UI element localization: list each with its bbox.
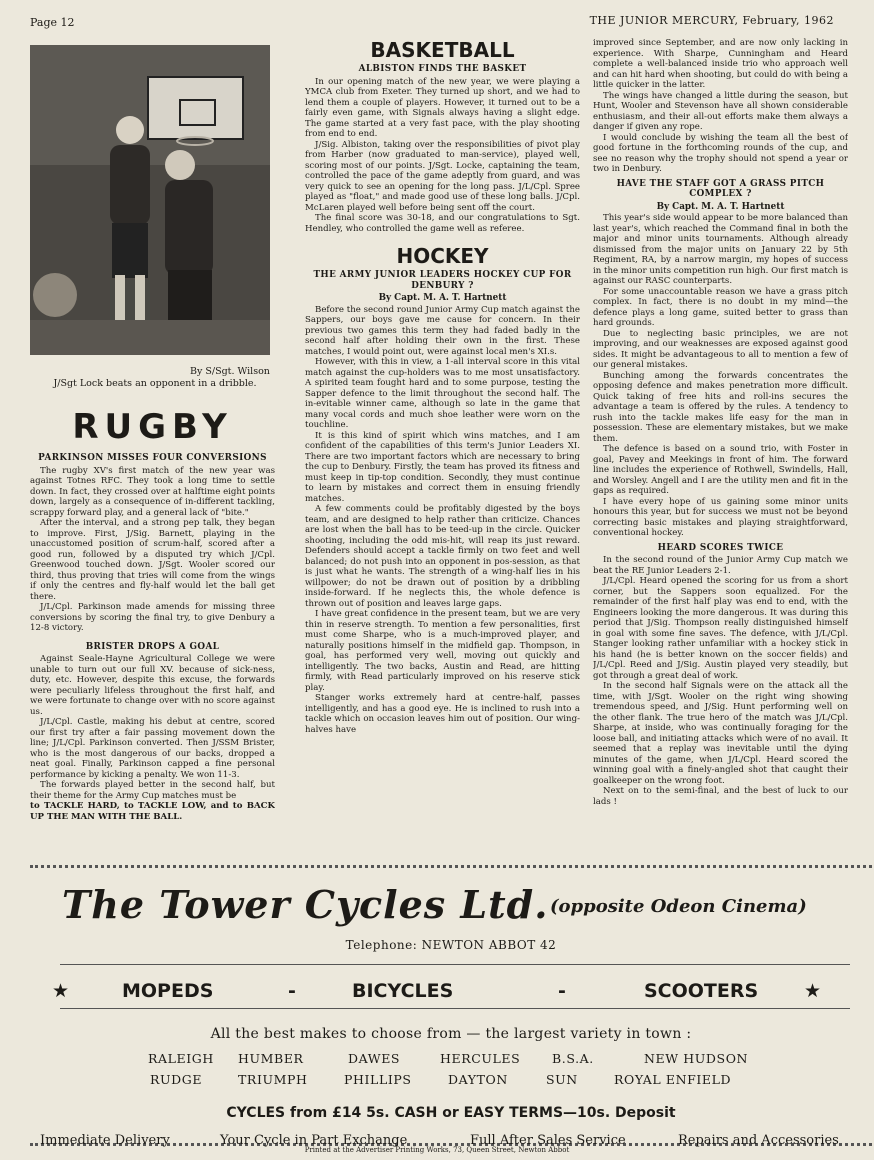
right-column [593,38,848,860]
paragraph: It is this kind of spirit which wins matches, and I am confident of the capabilities of this term's Junior Leaders XI. There are two important factors which are necessary to bring the cup to Denbury. Firstly, the team has proved its fitness and must keep in tip-top condition. Secondly, they must continue to learn by mistakes and correct them in ensuing friendly matches. [305,430,580,504]
ad-subtitle: (opposite Odeon Cinema) [550,896,807,917]
dash: - [288,980,296,1002]
service-item: Immediate Delivery [40,1133,170,1148]
paragraph: In the second half Signals were on the attack all the time, with J/Sgt. Wooler on the right wing showing tremendous speed, and J/Sig. Hunt performing well on the other flank. The true hero of the match was J/L/Cpl. Sharpe, at inside, who was continually foraging for the loose ball, and initiating attacks which were of no avail. It seemed that a replay was inevitable until the dying minutes of the game, when J/L/Cpl. Heard scored the winning goal with a finely-angled shot that caught their goalkeeper on the wrong foot. [593,681,848,786]
paragraph: Before the second round Junior Army Cup match against the Sappers, our boys gave me cause for concern. In their previous two games this term they had faded badly in the second half after holding their own in the first. These matches, I would point out, were against local men's XI.s. [305,304,580,357]
paragraph: The rugby XV's first match of the new year was against Totnes RFC. They took a long time to settle down. In fact, they crossed over at halftime eight points down, largely as a consequence of in-different tackling, scrappy forward play, and a general lack of "bite." [30,465,275,518]
paragraph: J/Sig. Albiston, taking over the responsibilities of pivot play from Harber (now graduated to man-service), played well, scoring most of our points. J/Sgt. Locke, captaining the team, controlled the pace of the game adeptly from guard, and was very quick to see an opening for the long pass. J/L/Cpl. Spree played as "float," and made good use of these long balls. J/Cpl. McLaren played well before being sent off the court. [305,139,580,213]
rugby-column [30,405,275,860]
paragraph: In the second round of the Junior Army Cup match we beat the RE Junior Leaders 2-1. [593,555,848,576]
basketball-heading: BASKETBALL [370,38,515,62]
rugby-article2-title: BRISTER DROPS A GOAL [85,641,220,652]
star-icon: ★ [52,980,70,1002]
paragraph: J/L/Cpl. Castle, making his debut at centre, scored our first try after a fair passing movement down the line; J/L/Cpl. Parkinson converted. Then J/SSM Brister, who is the most dangerous of our backs, dropped a neat goal. Finally, Parkinson capped a fine personal performance by kicking a penalty. We won 11-3. [30,717,275,780]
paragraph: Next on to the semi-final, and the best of luck to our lads ! [593,786,848,807]
brand: TRIUMPH [238,1072,308,1087]
paragraph: I have great confidence in the present team, but we are very thin in reserve strength. To mention a few personalities, first must come Sharpe, who is a much-improved player, and naturally positions himself in the midfield gap. Thompson, in goal, has performed very well, moving out quickly and intelligently. The two backs, Austin and Read, are hitting firmly, with Read particularly improved on his reserve stick play. [305,609,580,693]
category-bicycles: BICYCLES [352,980,454,1002]
brand: SUN [546,1072,578,1087]
paragraph: However, with this in view, a 1-all interval score in this vital match against the cup-holders was to me most unsatisfactory. A spirited team fought hard and to some purpose, testing the Sapper defence to the limit throughout the second half. The in-evitable winner came, although so late in the game that many vocal cords and much shoe leather were worn on the touchline. [305,357,580,430]
dash: - [558,980,566,1002]
brand: DAYTON [448,1072,508,1087]
paragraph: I have every hope of us gaining some minor units honours this year, but for success we must not be beyond correcting basic mistakes and playing straightforward, conventional hockey. [593,496,848,538]
ad-divider [60,964,850,965]
rugby-heading: RUGBY [72,407,233,447]
basketball-photo [30,45,270,355]
service-item: Full After Sales Service [470,1133,626,1148]
photo-caption: J/Sgt Lock beats an opponent in a dribble. [53,378,257,389]
heard-title: HEARD SCORES TWICE [657,542,784,553]
paragraph: A few comments could be profitably digested by the boys team, and are designed to help rather than criticize. Chances are lost when the ball has to be teed-up in the circle. Quicker shooting, including the odd mis-hit, will reap its just reward. Defenders should accept a tackle firmly on two feet and well balanced; do not push into an opponent in pos-session, as that is just what he wants. The strength of a wing-half lies in his willpower; do not be drawn out of position by a dribbling inside-forward. If he neglects this, the whole defence is thrown out of position and leaves large gaps. [305,504,580,609]
tower-cycles-ad [30,865,872,1146]
paragraph: The defence is based on a sound trio, with Foster in goal, Pavey and Meekings in front of him. The forward line includes the experience of Rothwell, Swindells, Hall, and Worsley. Angell and I are the utility men and fit in the gaps as required. [593,444,848,496]
hockey-heading: HOCKEY [396,244,489,268]
paragraph: J/L/Cpl. Parkinson made amends for missing three conversions by scoring the final try, to give Denbury a 12-8 victory. [30,602,275,633]
category-scooters: SCOOTERS [644,980,759,1002]
basketball-title: ALBISTON FINDS THE BASKET [358,64,527,74]
brand: B.S.A. [552,1051,594,1066]
ad-best-makes: All the best makes to choose from — the largest variety in town : [210,1026,692,1042]
ad-price-line: CYCLES from £14 5s. CASH or EASY TERMS—10s. Deposit [226,1105,676,1121]
grass-pitch-title: HAVE THE STAFF GOT A GRASS PITCH COMPLEX ? [616,178,825,199]
brand: RALEIGH [148,1051,214,1066]
ad-divider [60,1008,850,1009]
paragraph: I would conclude by wishing the team all the best of good fortune in the forthcoming rounds of the cup, and see no reason why the trophy should not spend a year or two in Denbury. [593,132,848,174]
paragraph: Due to neglecting basic principles, we are not improving, and our weaknesses are exposed against good sides. It might be advantageous to all to mention a few of our general mistakes. [593,328,848,370]
brand: RUDGE [150,1072,203,1087]
hockey-byline: By Capt. M. A. T. Hartnett [378,293,507,303]
paragraph: Stanger works extremely hard at centre-half, passes intelligently, and has a good eye. He is inclined to rush into a tackle which on occasion leaves him out of position. Our wing-halves have [305,693,580,735]
paragraph: Bunching among the forwards concentrates the opposing defence and makes penetration more difficult. Quick taking of free hits and roll-ins secures the advantage a team is offered by the rules. A tendency to rush into the tackle makes life easy for the man in possession. These are elementary mistakes, but we make them. [593,370,848,444]
printer-imprint: Printed at the Advertiser Printing Works, 73, Queen Street, Newton Abbot [304,1146,570,1154]
brand: HUMBER [238,1051,304,1066]
paragraph: This year's side would appear to be more balanced than last year's, which reached the Command final in both the major and minor units tournaments. Although already dismissed from the major units on January 22 by 5th Regiment, RA, by a narrow margin, my hopes of success in the minor units competition run high. Our first match is against our RASC counterparts. [593,213,848,286]
brand: PHILLIPS [344,1072,412,1087]
brand: NEW HUDSON [644,1051,749,1066]
category-mopeds: MOPEDS [122,980,214,1002]
page-header [30,12,834,30]
paragraph: J/L/Cpl. Heard opened the scoring for us from a short corner, but the Sappers soon equalized. For the remainder of the first half play was end to end, with the Engineers looking the more dangerous. It was during this period that J/Sig. Thompson really distinguished himself in goal with some fine saves. The defence, with J/L/Cpl. Stanger looking rather unfamiliar with a hockey stick in his hand (he is better known on the soccer fields) and J/L/Cpl. Reed and J/Sig. Austin played very steadily, but got through a great deal of work. [593,576,848,681]
paragraph: The wings have changed a little during the season, but Hunt, Wooler and Stevenson have all shown considerable enthusiasm, and their all-out efforts make them always a danger if given any rope. [593,90,848,132]
paragraph: The forwards played better in the second half, but their theme for the Army Cup matches must be [30,780,275,801]
grass-pitch-byline: By Capt. M. A. T. Hartnett [656,201,785,212]
brand: ROYAL ENFIELD [614,1072,732,1087]
page-number: Page 12 [30,16,75,29]
ad-title: The Tower Cycles Ltd. [62,882,549,927]
paragraph: In our opening match of the new year, we were playing a YMCA club from Exeter. They turned up short, and we had to lend them a couple of players. However, it turned out to be a fairly even game, with Signals always having a slight edge. The game started at a very fast pace, with the play shooting from end to end. [305,76,580,139]
star-icon: ★ [804,980,822,1002]
middle-column [305,38,580,860]
paragraph: improved since September, and are now only lacking in experience. With Sharpe, Cunningham and Heard complete a well-balanced inside trio who approach well and can hit hard when shooting, but could do with being a little quicker in the latter. [593,38,848,90]
service-item: Repairs and Accessories [678,1133,839,1148]
masthead: THE JUNIOR MERCURY, February, 1962 [589,14,834,27]
rugby-article1-title: PARKINSON MISSES FOUR CONVERSIONS [38,453,267,463]
ad-telephone: Telephone: NEWTON ABBOT 42 [345,938,557,952]
service-item: Your Cycle in Part Exchange [220,1133,408,1148]
hockey-title: THE ARMY JUNIOR LEADERS HOCKEY CUP FOR DENBURY ? [313,270,572,291]
photo-credit: By S/Sgt. Wilson [190,366,270,377]
paragraph: The final score was 30-18, and our congratulations to Sgt. Hendley, who controlled the game well as referee. [305,213,580,234]
paragraph: After the interval, and a strong pep talk, they began to improve. First, J/Sig. Barnett, playing in the unaccustomed position of scrum-half, scored after a good run, followed by a disputed try which J/Cpl. Greenwood touched down. J/Sgt. Wooler scored our third, thus proving that tries will come from the wings if only the centres and fly-half would let the ball get there. [30,518,275,602]
brand: HERCULES [440,1051,521,1066]
brand: DAWES [348,1051,401,1066]
rugby-closing: to TACKLE HARD, to TACKLE LOW, and to BACK UP THE MAN WITH THE BALL. [30,801,275,822]
paragraph: Against Seale-Hayne Agricultural College we were unable to turn out our full XV. because of sick-ness, duty, etc. However, despite this excuse, the forwards were peculiarly lifeless throughout the first half, and we were fortunate to change over with no score against us. [30,654,275,717]
paragraph: For some unaccountable reason we have a grass pitch complex. In fact, there is no doubt in my mind—the defence plays a long game, suited better to grass than hard grounds. [593,286,848,328]
